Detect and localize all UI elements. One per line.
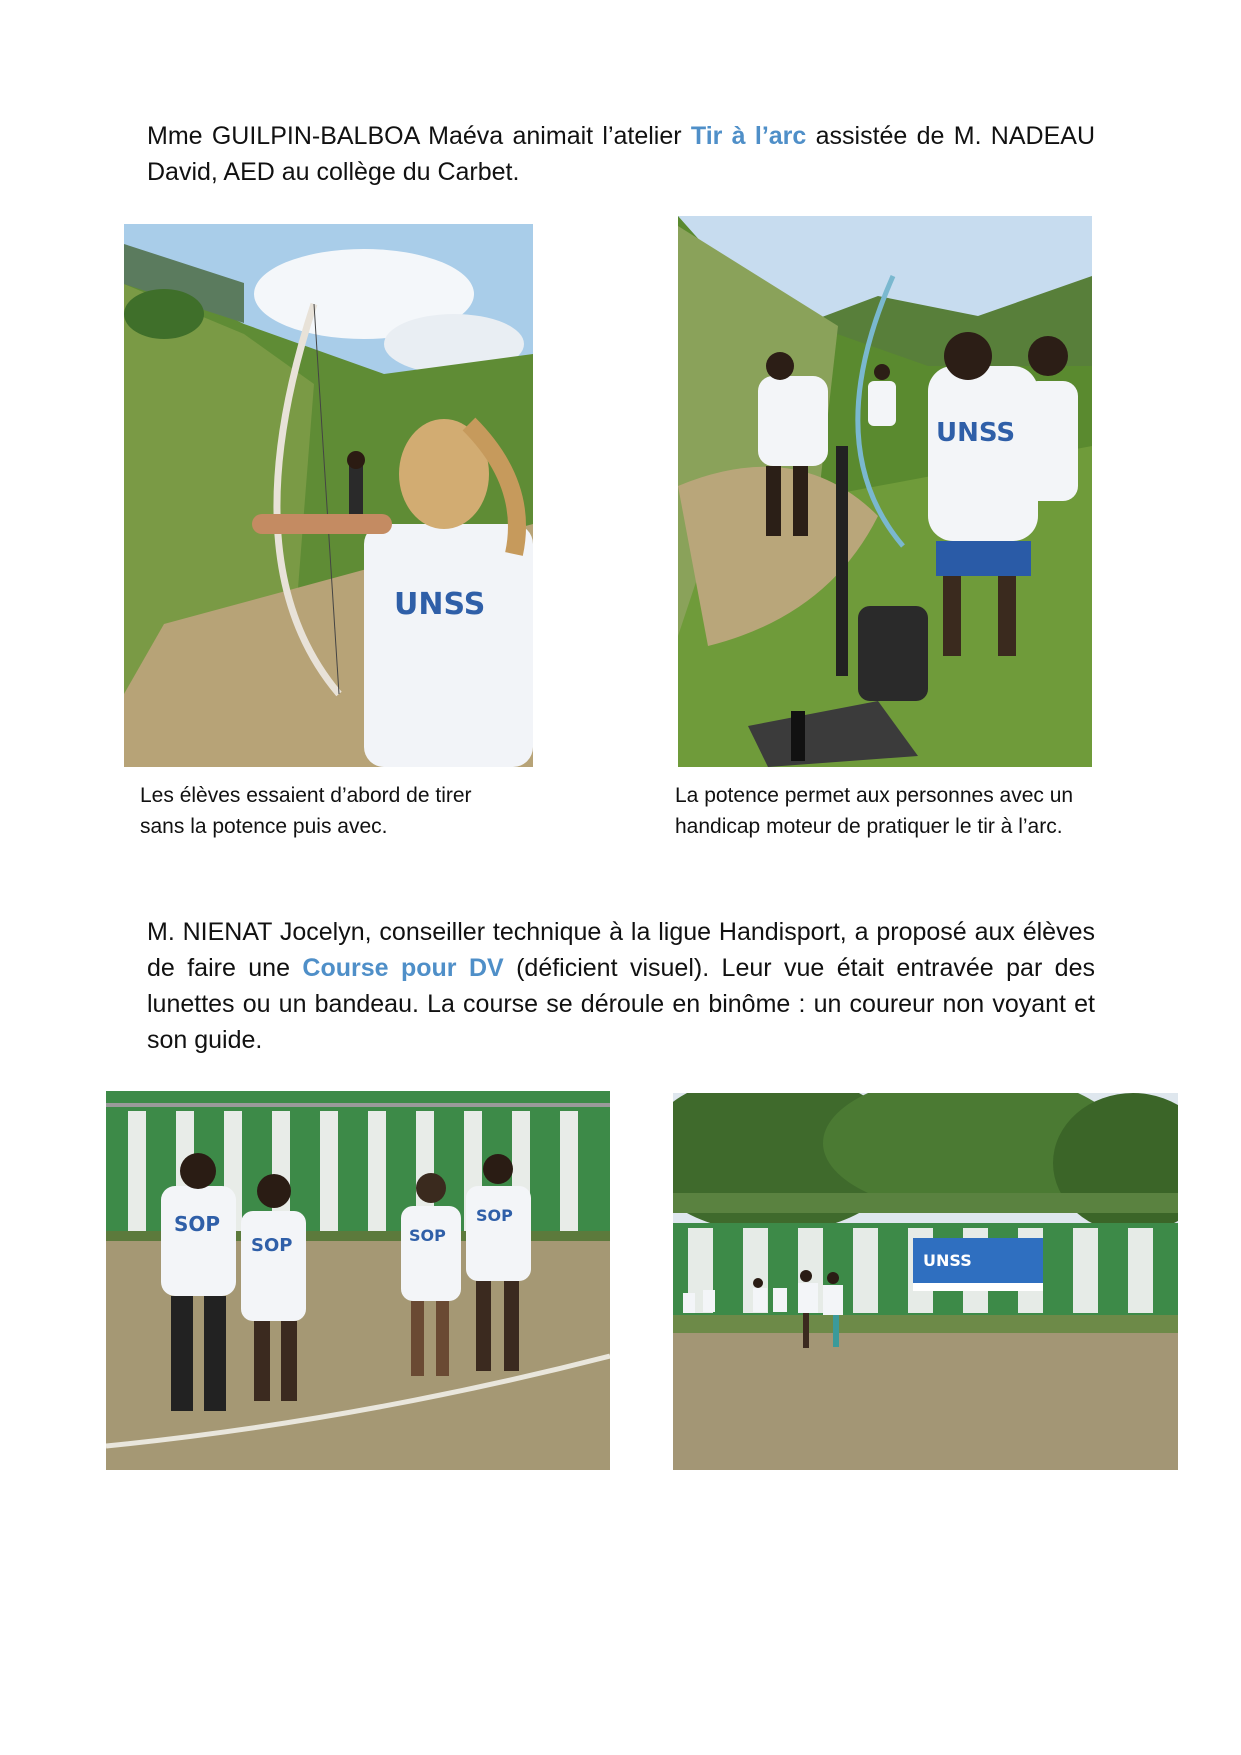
- shirt-logo-sop-1: SOP: [174, 1212, 221, 1236]
- intro-paragraph: [147, 118, 1095, 190]
- caption-archery-stand-line2: handicap moteur de pratiquer le tir à l’arc.: [675, 815, 1063, 838]
- photo-archery-girl: [124, 224, 533, 767]
- intro-text-after: assistée de M. NADEAU David, AED au collège du Carbet.: [147, 122, 1095, 186]
- shirt-logo-unss-1: UNSS: [394, 587, 486, 622]
- photo-running-pairs: [673, 1093, 1178, 1470]
- caption-archery-stand: [675, 780, 1115, 842]
- course-text-before: M. NIENAT Jocelyn, conseiller technique à la ligue Handisport, a proposé aux élèves de faire une: [147, 918, 1095, 982]
- intro-highlight: Tir à l’arc: [690, 122, 807, 150]
- photo-blindfolded-students: [106, 1091, 610, 1470]
- caption-archery-girl-line1: Les élèves essaient d’abord de tirer: [140, 784, 472, 807]
- shirt-logo-sop-3: SOP: [409, 1226, 446, 1245]
- caption-archery-girl: [140, 780, 530, 842]
- shirt-logo-sop-2: SOP: [251, 1235, 293, 1256]
- course-highlight: Course pour DV: [302, 954, 504, 982]
- shirt-logo-sop-4: SOP: [476, 1206, 513, 1225]
- caption-archery-girl-line2: sans la potence puis avec.: [140, 815, 388, 838]
- course-paragraph: [147, 914, 1095, 1058]
- banner-logo-unss: UNSS: [923, 1251, 972, 1270]
- course-text-after: (déficient visuel). Leur vue était entravée par des lunettes ou un bandeau. La course se déroule en binôme : un coureur non voyant et son guide.: [147, 954, 1095, 1054]
- photo-archery-stand: [678, 216, 1092, 767]
- caption-archery-stand-line1: La potence permet aux personnes avec un: [675, 784, 1074, 807]
- shirt-logo-unss-2: UNSS: [936, 418, 1016, 448]
- intro-text-before: Mme GUILPIN-BALBOA Maéva animait l’atelier: [147, 122, 691, 150]
